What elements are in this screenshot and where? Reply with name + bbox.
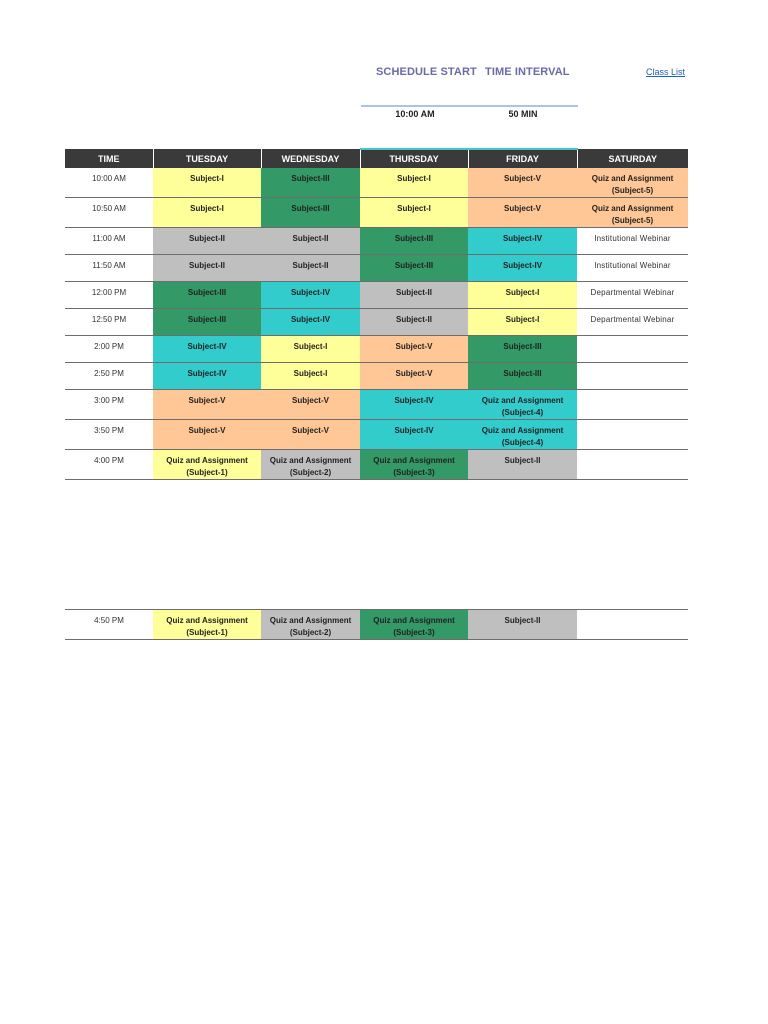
class-cell-saturday[interactable]: Quiz and Assignment (Subject-5) — [577, 168, 688, 198]
class-cell-saturday[interactable]: Quiz and Assignment (Subject-5) — [577, 198, 688, 228]
schedule-row — [65, 255, 688, 282]
class-cell-saturday[interactable]: Departmental Webinar — [577, 282, 688, 309]
schedule-row — [65, 198, 688, 228]
class-cell-wednesday[interactable]: Quiz and Assignment (Subject-2) — [261, 610, 360, 640]
column-header-time: TIME — [65, 149, 153, 168]
class-cell-thursday[interactable]: Quiz and Assignment (Subject-3) — [360, 610, 468, 640]
class-cell-wednesday[interactable]: Subject-III — [261, 168, 360, 198]
time-cell: 4:00 PM — [65, 450, 153, 480]
schedule-row — [65, 228, 688, 255]
class-cell-wednesday[interactable]: Subject-IV — [261, 282, 360, 309]
class-cell-tuesday[interactable]: Subject-IV — [153, 336, 261, 363]
schedule-row — [65, 420, 688, 450]
class-cell-friday[interactable]: Subject-V — [468, 198, 577, 228]
class-cell-wednesday[interactable]: Subject-IV — [261, 309, 360, 336]
schedule-row — [65, 309, 688, 336]
class-cell-thursday[interactable]: Subject-II — [360, 309, 468, 336]
class-cell-saturday[interactable]: Departmental Webinar — [577, 309, 688, 336]
time-cell: 10:50 AM — [65, 198, 153, 228]
schedule-row — [65, 363, 688, 390]
class-cell-tuesday[interactable]: Subject-I — [153, 198, 261, 228]
class-cell-tuesday[interactable]: Subject-II — [153, 255, 261, 282]
class-cell-thursday[interactable]: Subject-V — [360, 336, 468, 363]
schedule-start-value[interactable]: 10:00 AM — [395, 109, 435, 119]
class-cell-saturday[interactable] — [577, 420, 688, 450]
class-cell-wednesday[interactable]: Subject-V — [261, 390, 360, 420]
time-cell: 4:50 PM — [65, 610, 153, 640]
class-cell-thursday[interactable]: Subject-IV — [360, 420, 468, 450]
schedule-row — [65, 390, 688, 420]
class-cell-tuesday[interactable]: Subject-III — [153, 309, 261, 336]
time-cell: 2:50 PM — [65, 363, 153, 390]
schedule-row — [65, 450, 688, 480]
class-cell-wednesday[interactable]: Subject-II — [261, 228, 360, 255]
time-cell: 3:00 PM — [65, 390, 153, 420]
class-cell-tuesday[interactable]: Subject-III — [153, 282, 261, 309]
class-cell-wednesday[interactable]: Quiz and Assignment (Subject-2) — [261, 450, 360, 480]
class-cell-friday[interactable]: Subject-III — [468, 336, 577, 363]
time-cell: 10:00 AM — [65, 168, 153, 198]
class-cell-thursday[interactable]: Subject-III — [360, 255, 468, 282]
class-cell-friday[interactable]: Quiz and Assignment (Subject-4) — [468, 420, 577, 450]
class-cell-saturday[interactable] — [577, 610, 688, 640]
class-cell-friday[interactable]: Subject-I — [468, 282, 577, 309]
class-cell-wednesday[interactable]: Subject-I — [261, 363, 360, 390]
class-cell-friday[interactable]: Subject-II — [468, 450, 577, 480]
class-cell-thursday[interactable]: Subject-V — [360, 363, 468, 390]
class-cell-tuesday[interactable]: Subject-V — [153, 390, 261, 420]
schedule-row — [65, 336, 688, 363]
class-list-link[interactable]: Class List — [646, 67, 686, 77]
schedule-extra-table — [65, 609, 688, 640]
schedule-row — [65, 282, 688, 309]
class-cell-friday[interactable]: Subject-IV — [468, 255, 577, 282]
class-cell-tuesday[interactable]: Subject-I — [153, 168, 261, 198]
column-header-saturday: SATURDAY — [577, 149, 688, 168]
class-cell-friday[interactable]: Subject-II — [468, 610, 577, 640]
time-cell: 3:50 PM — [65, 420, 153, 450]
schedule-row — [65, 168, 688, 198]
class-cell-saturday[interactable] — [577, 336, 688, 363]
class-cell-wednesday[interactable]: Subject-V — [261, 420, 360, 450]
class-cell-thursday[interactable]: Subject-IV — [360, 390, 468, 420]
time-cell: 12:50 PM — [65, 309, 153, 336]
class-cell-saturday[interactable]: Institutional Webinar — [577, 255, 688, 282]
schedule-header-row — [65, 149, 688, 168]
class-cell-friday[interactable]: Subject-V — [468, 168, 577, 198]
header-divider — [361, 105, 578, 107]
class-cell-saturday[interactable] — [577, 450, 688, 480]
schedule-start-label: SCHEDULE START — [376, 66, 477, 78]
class-cell-thursday[interactable]: Subject-II — [360, 282, 468, 309]
time-interval-label: TIME INTERVAL — [485, 66, 570, 78]
class-cell-tuesday[interactable]: Quiz and Assignment (Subject-1) — [153, 610, 261, 640]
class-cell-friday[interactable]: Subject-IV — [468, 228, 577, 255]
schedule-row — [65, 610, 688, 640]
class-cell-tuesday[interactable]: Subject-IV — [153, 363, 261, 390]
time-interval-value[interactable]: 50 MIN — [508, 109, 538, 119]
class-cell-wednesday[interactable]: Subject-I — [261, 336, 360, 363]
time-cell: 11:00 AM — [65, 228, 153, 255]
schedule-table — [65, 148, 688, 480]
class-cell-thursday[interactable]: Subject-I — [360, 198, 468, 228]
class-cell-friday[interactable]: Subject-III — [468, 363, 577, 390]
time-cell: 2:00 PM — [65, 336, 153, 363]
column-header-tuesday: TUESDAY — [153, 149, 261, 168]
class-cell-friday[interactable]: Subject-I — [468, 309, 577, 336]
column-header-friday: FRIDAY — [468, 149, 577, 168]
class-cell-tuesday[interactable]: Subject-V — [153, 420, 261, 450]
class-cell-thursday[interactable]: Quiz and Assignment (Subject-3) — [360, 450, 468, 480]
time-cell: 11:50 AM — [65, 255, 153, 282]
class-cell-tuesday[interactable]: Subject-II — [153, 228, 261, 255]
column-header-wednesday: WEDNESDAY — [261, 149, 360, 168]
class-cell-friday[interactable]: Quiz and Assignment (Subject-4) — [468, 390, 577, 420]
time-cell: 12:00 PM — [65, 282, 153, 309]
class-cell-saturday[interactable] — [577, 363, 688, 390]
class-cell-tuesday[interactable]: Quiz and Assignment (Subject-1) — [153, 450, 261, 480]
class-cell-saturday[interactable] — [577, 390, 688, 420]
class-cell-wednesday[interactable]: Subject-II — [261, 255, 360, 282]
class-cell-saturday[interactable]: Institutional Webinar — [577, 228, 688, 255]
class-cell-wednesday[interactable]: Subject-III — [261, 198, 360, 228]
class-cell-thursday[interactable]: Subject-I — [360, 168, 468, 198]
column-header-thursday: THURSDAY — [360, 149, 468, 168]
class-cell-thursday[interactable]: Subject-III — [360, 228, 468, 255]
